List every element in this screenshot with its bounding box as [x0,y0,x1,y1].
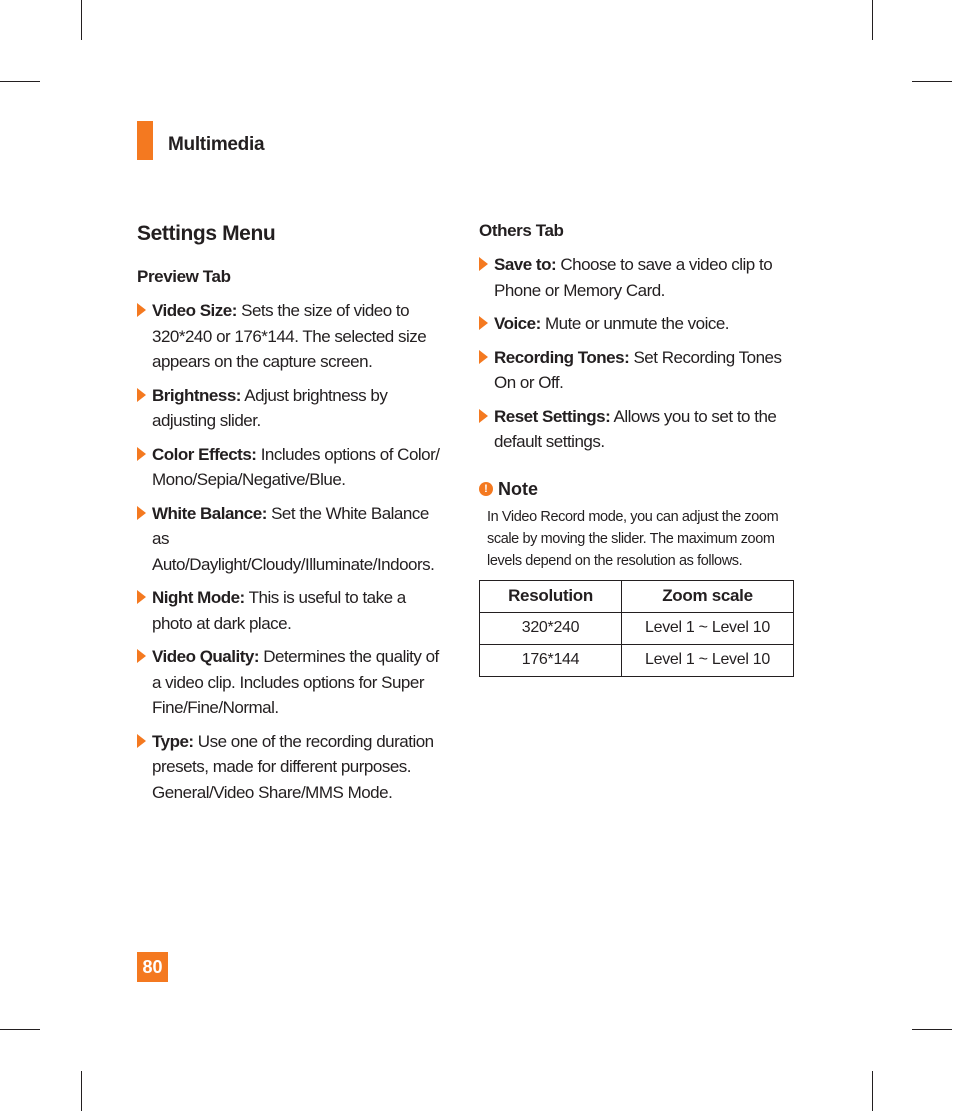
list-item [137,585,449,636]
right-column [479,220,799,677]
list-item [479,404,799,455]
arrow-bullet-icon [137,734,146,748]
note-title: Note [498,478,538,499]
table-header: Zoom scale [622,580,794,612]
list-item [137,501,449,578]
list-item [137,383,449,434]
item-term: Reset Settings: [494,406,611,426]
crop-mark [81,0,82,40]
left-column [137,220,449,813]
arrow-bullet-icon [137,447,146,461]
table-cell: Level 1 ~ Level 10 [622,644,794,676]
item-desc: This is useful to take a photo at dark place. [152,588,406,633]
item-term: Video Size: [152,301,237,320]
arrow-bullet-icon [479,350,488,364]
page-number: 80 [137,952,168,982]
arrow-bullet-icon [137,649,146,663]
note-heading [479,479,799,500]
arrow-bullet-icon [137,303,146,317]
item-desc: Includes options of Color/ Mono/Sepia/Negative/Blue. [152,444,440,489]
item-desc: Adjust brightness by adjusting slider. [152,385,388,430]
list-item [137,644,449,721]
list-item [479,311,799,337]
item-desc: Set Recording Tones On or Off. [494,347,782,392]
item-term: Color Effects: [152,444,257,464]
crop-mark [912,81,952,82]
arrow-bullet-icon [479,316,488,330]
section-label: Multimedia [168,134,265,155]
preview-tab-list [137,298,449,805]
item-desc: Sets the size of video to 320*240 or 176*144. The selected size appears on the capture screen. [152,301,427,371]
item-desc: Use one of the recording duration presets, made for different purposes. General/Video Share/MMS Mode. [152,731,434,802]
item-desc: Choose to save a video clip to Phone or Memory Card. [494,255,773,300]
crop-mark [872,0,873,40]
crop-mark [81,1071,82,1111]
arrow-bullet-icon [137,388,146,402]
list-item [479,252,799,303]
list-item [479,345,799,396]
preview-tab-heading: Preview Tab [137,267,231,286]
table-header: Resolution [480,580,622,612]
item-desc: Determines the quality of a video clip. Includes options for Super Fine/Fine/Normal. [152,647,439,717]
item-term: White Balance: [152,503,267,523]
crop-mark [0,1029,40,1030]
others-tab-list [479,252,799,455]
item-term: Type: [152,731,194,751]
list-item [137,442,449,493]
zoom-table [479,580,794,677]
table-cell: Level 1 ~ Level 10 [622,612,794,644]
list-item [137,298,449,375]
warning-icon: ! [479,482,493,496]
item-term: Night Mode: [152,588,245,607]
table-cell: 176*144 [480,644,622,676]
section-bar [137,121,153,160]
crop-mark [912,1029,952,1030]
table-cell: 320*240 [480,612,622,644]
arrow-bullet-icon [137,506,146,520]
table-header-row [480,580,794,612]
table-row [480,644,794,676]
item-term: Save to: [494,255,557,274]
list-item [137,729,449,806]
item-term: Recording Tones: [494,347,630,367]
item-term: Voice: [494,314,541,333]
crop-mark [872,1071,873,1111]
crop-mark [0,81,40,82]
arrow-bullet-icon [479,257,488,271]
note-text: In Video Record mode, you can adjust the zoom scale by moving the slider. The maximum zoom levels depend on the resolution as follows. [487,508,779,569]
arrow-bullet-icon [137,590,146,604]
others-tab-heading: Others Tab [479,221,564,240]
item-term: Video Quality: [152,647,259,666]
page-title: Settings Menu [137,222,276,245]
arrow-bullet-icon [479,409,488,423]
item-term: Brightness: [152,385,241,405]
item-desc: Set the White Balance as Auto/Daylight/Cloudy/Illuminate/Indoors. [152,503,435,574]
table-row [480,612,794,644]
item-desc: Allows you to set to the default settings. [494,406,777,451]
item-desc: Mute or unmute the voice. [540,314,730,333]
